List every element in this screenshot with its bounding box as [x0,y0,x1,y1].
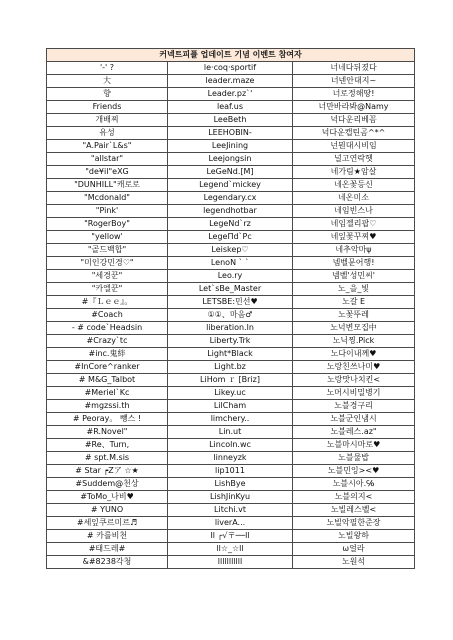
participant-table [46,48,415,569]
table-row [47,218,415,231]
table-cell: ω얼라 [293,543,415,556]
table-cell: #Meriel`Kc [47,387,168,400]
table-cell: Likey.uc [168,387,293,400]
table-cell: Legendary.cx [168,192,293,205]
table-cell: lllllllllll [168,556,293,569]
table-cell: Il ┌√〒──ll [168,530,293,543]
table-cell: limchery.. [168,413,293,426]
table-cell: 노블의지< [293,491,415,504]
table-row [47,192,415,205]
table-cell: 노꽃뚜레 [293,309,415,322]
table-cell: 넉다운리베꼼 [293,114,415,127]
table-cell: "de¥il"eXG [47,166,168,179]
table-cell: 노블물밥 [293,452,415,465]
table-row [47,75,415,88]
table-row [47,205,415,218]
table-cell: lip1011 [168,465,293,478]
table-cell: 노랑친쓰나미♥ [293,361,415,374]
table-cell: le·coq·sportif [168,62,293,75]
table-cell: LenoN ` ` [168,257,293,270]
table-row [47,140,415,153]
table-cell: #R.Novel" [47,426,168,439]
table-cell: Leiskep♡ [168,244,293,257]
table-row [47,296,415,309]
table-row [47,231,415,244]
table-cell: "A.Pair`L&s" [47,140,168,153]
table-row [47,88,415,101]
table-row [47,439,415,452]
table-cell: ll☆_☆ll [168,543,293,556]
table-cell: #태드레# [47,543,168,556]
table-cell: leaf.us [168,101,293,114]
table-cell: Light.bz [168,361,293,374]
table-cell: LeeJining [168,140,293,153]
table-cell: 너넨안대지~ [293,75,415,88]
table-cell: # spt.M.sis [47,452,168,465]
table-cell: Light*Black [168,348,293,361]
table-row [47,309,415,322]
table-cell: 향 [47,88,168,101]
table-cell: LegeΠd`Pc [168,231,293,244]
table-cell: linneyzk [168,452,293,465]
table-cell: Let`sBe_Master [168,283,293,296]
table-row [47,491,415,504]
table-cell: LiHom ｒ [Briz] [168,374,293,387]
table-cell: - # code`Headsin [47,322,168,335]
table-row [47,283,415,296]
table-row [47,400,415,413]
table-row [47,101,415,114]
table-cell: 노랑맛나치킨< [293,374,415,387]
table-cell: "allstar" [47,153,168,166]
table-cell: LilCham [168,400,293,413]
table-row [47,504,415,517]
table-cell: 노블군인냄시 [293,413,415,426]
table-cell: &#8238각청 [47,556,168,569]
table-row [47,426,415,439]
table-row [47,166,415,179]
table-row [47,322,415,335]
table-cell: 노원석 [293,556,415,569]
table-cell: leader.maze [168,75,293,88]
table-cell: "yellow' [47,231,168,244]
table-cell: legendhotbar [168,205,293,218]
table-row [47,270,415,283]
table-cell: 노다이내께♥ [293,348,415,361]
table-title: 커넥트피플 업데이트 기념 이벤트 참여자 [47,49,415,62]
table-cell: 넴벨문어행! [293,257,415,270]
table-row [47,348,415,361]
table-cell: "골드백합" [47,244,168,257]
table-row [47,127,415,140]
table-cell: Litchi.vt [168,504,293,517]
table-cell: 네온미소 [293,192,415,205]
table-row [47,413,415,426]
table-row [47,478,415,491]
table-row [47,452,415,465]
table-cell: # Peoray。 뺑스 ! [47,413,168,426]
table-cell: 노닉찡.Pick [293,335,415,348]
table-cell: LeGeNd.[M] [168,166,293,179]
table-row [47,530,415,543]
table-cell: #Suddem@천상 [47,478,168,491]
table-cell: 네임빈스나 [293,205,415,218]
table-cell: 노넉변모집中 [293,322,415,335]
table-cell: "미인강민경♡" [47,257,168,270]
table-row [47,62,415,75]
table-cell: # Star ┍Zア ☆★ [47,465,168,478]
participant-sheet [46,48,414,569]
table-row [47,244,415,257]
table-cell: liverA... [168,517,293,530]
table-cell: '-' ? [47,62,168,75]
table-row [47,257,415,270]
table-cell: Lin.ut [168,426,293,439]
table-cell: LishJinKyu [168,491,293,504]
table-cell: 노빌악필한준장 [293,517,415,530]
table-cell: #mgzssi.th [47,400,168,413]
table-cell: liberation.ln [168,322,293,335]
table-row [47,374,415,387]
table-cell: LEEHOBIN- [168,127,293,140]
table-cell: "RogerBoy" [47,218,168,231]
table-cell: Leader.pz`' [168,88,293,101]
table-title-row [47,49,415,62]
table-cell: LeeBeth [168,114,293,127]
table-cell: 大 [47,75,168,88]
table-cell: #세잎쿠르미르♬ [47,517,168,530]
table-cell: LETSBE:민선♥ [168,296,293,309]
table-row [47,465,415,478]
table-cell: #Crazy`tc [47,335,168,348]
table-row [47,153,415,166]
table-row [47,361,415,374]
table-cell: 노빌레스벨< [293,504,415,517]
table-cell: #InCore^ranker [47,361,168,374]
table-cell: 노블레스.az" [293,426,415,439]
table-row [47,179,415,192]
table-row [47,387,415,400]
table-body [47,49,415,569]
table-cell: 노빌왕하 [293,530,415,543]
table-cell: # YUNO [47,504,168,517]
table-cell: 너만바라봐@Namy [293,101,415,114]
table-cell: #inc.鬼絆 [47,348,168,361]
table-cell: LegeNd`rz [168,218,293,231]
table-cell: ①①、마음♂ [168,309,293,322]
table-cell: 노_을_빛 [293,283,415,296]
table-cell: #Re、Turn, [47,439,168,452]
table-row [47,517,415,530]
table-cell: 개배찌 [47,114,168,127]
table-cell: 노블시아.℅ [293,478,415,491]
table-cell: #ToMo_나비♥ [47,491,168,504]
table-cell: # M&G_Talbot [47,374,168,387]
table-row [47,556,415,569]
table-cell: 네온꽃등신 [293,179,415,192]
table-cell: 노머시비밀병기 [293,387,415,400]
table-cell: "카엘꾼" [47,283,168,296]
table-cell: 유성 [47,127,168,140]
table-cell: Liberty.Trk [168,335,293,348]
table-cell: Leo.ry [168,270,293,283]
table-cell: #Coach [47,309,168,322]
table-cell: "세경꾼" [47,270,168,283]
table-cell: "Pink' [47,205,168,218]
table-cell: 너로정해땅! [293,88,415,101]
table-cell: 노갈 E [293,296,415,309]
table-row [47,114,415,127]
table-cell: #『Ｌｅｅ』。 [47,296,168,309]
table-cell: Legend`mickey [168,179,293,192]
table-cell: 널고연락헷 [293,153,415,166]
table-cell: 노블민잉><♥ [293,465,415,478]
table-cell: 네가림★암살 [293,166,415,179]
table-cell: LishBye [168,478,293,491]
table-cell: # 카를비천 [47,530,168,543]
table-cell: 넌뭔대시비임 [293,140,415,153]
table-cell: 노블마시마로♥ [293,439,415,452]
table-cell: Leejongsin [168,153,293,166]
table-cell: "Mcdonald" [47,192,168,205]
table-cell: Lincoln.wc [168,439,293,452]
table-cell: 네임젤리팝♡ [293,218,415,231]
table-cell: 노블경구리 [293,400,415,413]
table-cell: "DUNHILL"캐로로 [47,179,168,192]
table-cell: 넴벨'성민씨' [293,270,415,283]
table-row [47,335,415,348]
table-cell: 네추악마ψ [293,244,415,257]
table-row [47,543,415,556]
table-cell: 너네다뒤졌다 [293,62,415,75]
table-cell: Friends [47,101,168,114]
table-cell: 넉다운캡틴곰^*^ [293,127,415,140]
table-cell: 네잎꽃꾸찌♥ [293,231,415,244]
